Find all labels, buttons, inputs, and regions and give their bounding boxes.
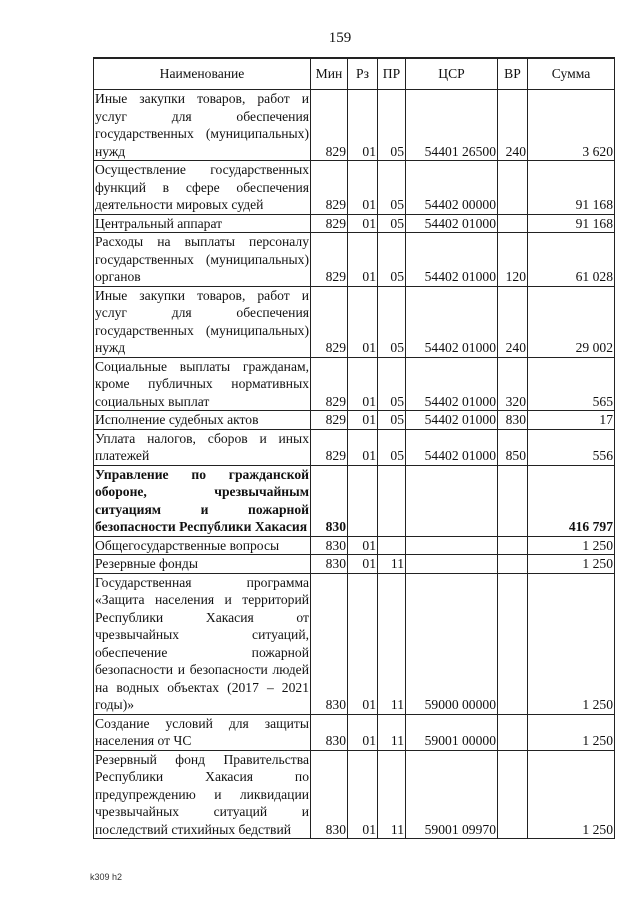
- row-min: 830: [311, 555, 348, 574]
- row-sum: 1 250: [528, 573, 615, 714]
- row-sum: 556: [528, 429, 615, 465]
- row-min: 830: [311, 714, 348, 750]
- row-min: 829: [311, 90, 348, 161]
- row-name: Управление по гражданской обороне, чрезвычайным ситуациям и пожарной безопасности Республики Хакасия: [95, 466, 309, 534]
- table-row: [94, 357, 615, 411]
- row-name: Социальные выплаты гражданам, кроме публичных нормативных социальных выплат: [95, 358, 309, 409]
- row-pr: 05: [378, 161, 406, 215]
- row-csr: 54402 01000: [406, 214, 498, 233]
- row-rz: 01: [348, 555, 378, 574]
- row-name: Уплата налогов, сборов и иных платежей: [95, 430, 309, 463]
- table-row: [94, 536, 615, 555]
- row-rz: 01: [348, 536, 378, 555]
- table-row: [94, 233, 615, 287]
- header-pr: ПР: [378, 58, 406, 90]
- row-vr: 120: [498, 233, 528, 287]
- row-csr: 59001 09970: [406, 750, 498, 839]
- header-sum: Сумма: [528, 58, 615, 90]
- row-min: 829: [311, 411, 348, 430]
- row-min: 830: [311, 536, 348, 555]
- row-name: Осуществление государственных функций в сфере обеспечения деятельности мировых судей: [95, 162, 309, 212]
- table-row: [94, 161, 615, 215]
- row-sum: 416 797: [528, 465, 615, 536]
- table-row: [94, 465, 615, 536]
- row-min: 830: [311, 465, 348, 536]
- table-header: [94, 58, 615, 90]
- row-name: Расходы на выплаты персоналу государственных (муниципальных) органов: [95, 234, 309, 284]
- row-name: Центральный аппарат: [94, 214, 311, 233]
- row-min: 829: [311, 214, 348, 233]
- row-sum: 29 002: [528, 286, 615, 357]
- row-csr: 54402 00000: [406, 161, 498, 215]
- row-sum: 1 250: [528, 714, 615, 750]
- row-vr: 850: [498, 429, 528, 465]
- row-sum: 17: [528, 411, 615, 430]
- row-rz: 01: [348, 214, 378, 233]
- row-name: Иные закупки товаров, работ и услуг для обеспечения государственных (муниципальных) нужд: [95, 91, 309, 159]
- row-vr: [498, 573, 528, 714]
- row-rz: 01: [348, 411, 378, 430]
- table-row: [94, 555, 615, 574]
- row-sum: 1 250: [528, 555, 615, 574]
- row-rz: 01: [348, 357, 378, 411]
- row-pr: 11: [378, 555, 406, 574]
- header-name: Наименование: [94, 58, 311, 90]
- table-body: [94, 90, 615, 839]
- row-rz: 01: [348, 750, 378, 839]
- row-name: Резервный фонд Правительства Республики Хакасия по предупреждению и ликвидации чрезвычайных ситуаций и последствий стихийных бедствий: [95, 751, 309, 837]
- row-csr: 54402 01000: [406, 357, 498, 411]
- row-min: 829: [311, 429, 348, 465]
- row-csr: 54402 01000: [406, 286, 498, 357]
- table-row: [94, 429, 615, 465]
- table-row: [94, 573, 615, 714]
- row-csr: 59001 00000: [406, 714, 498, 750]
- row-vr: [498, 536, 528, 555]
- footer-code: k309 h2: [90, 872, 123, 882]
- table-row: [94, 214, 615, 233]
- row-csr: 54402 01000: [406, 429, 498, 465]
- row-vr: [498, 714, 528, 750]
- row-pr: 05: [378, 429, 406, 465]
- table-row: [94, 750, 615, 839]
- row-sum: 91 168: [528, 214, 615, 233]
- row-csr: 54401 26500: [406, 90, 498, 161]
- header-csr: ЦСР: [406, 58, 498, 90]
- row-vr: [498, 555, 528, 574]
- row-name: Резервные фонды: [94, 555, 311, 574]
- row-csr: [406, 555, 498, 574]
- row-vr: 830: [498, 411, 528, 430]
- row-vr: 240: [498, 286, 528, 357]
- row-rz: 01: [348, 233, 378, 287]
- row-pr: 11: [378, 714, 406, 750]
- row-name: Государственная программа «Защита населения и территорий Республики Хакасия от чрезвычайных ситуаций, обеспечение пожарной безопасности и безопасности людей на водных объектах (2017 – 2021 годы)»: [95, 574, 309, 712]
- row-csr: 54402 01000: [406, 233, 498, 287]
- row-min: 830: [311, 750, 348, 839]
- row-pr: 05: [378, 214, 406, 233]
- row-name: Исполнение судебных актов: [94, 411, 311, 430]
- row-rz: 01: [348, 90, 378, 161]
- row-pr: [378, 536, 406, 555]
- row-pr: [378, 465, 406, 536]
- row-min: 829: [311, 286, 348, 357]
- row-csr: 54402 01000: [406, 411, 498, 430]
- row-name: Общегосударственные вопросы: [94, 536, 311, 555]
- row-csr: [406, 536, 498, 555]
- row-pr: 11: [378, 750, 406, 839]
- row-rz: 01: [348, 429, 378, 465]
- row-vr: [498, 750, 528, 839]
- row-pr: 05: [378, 357, 406, 411]
- row-vr: 320: [498, 357, 528, 411]
- row-rz: 01: [348, 573, 378, 714]
- page-number: 159: [328, 30, 352, 46]
- row-min: 830: [311, 573, 348, 714]
- row-rz: [348, 465, 378, 536]
- row-csr: [406, 465, 498, 536]
- row-pr: 05: [378, 411, 406, 430]
- header-min: Мин: [311, 58, 348, 90]
- header-rz: Рз: [348, 58, 378, 90]
- row-min: 829: [311, 233, 348, 287]
- header-vr: ВР: [498, 58, 528, 90]
- table-row: [94, 90, 615, 161]
- row-pr: 11: [378, 573, 406, 714]
- row-name: Создание условий для защиты населения от ЧС: [95, 715, 309, 748]
- row-rz: 01: [348, 286, 378, 357]
- row-rz: 01: [348, 161, 378, 215]
- row-pr: 05: [378, 233, 406, 287]
- row-vr: [498, 465, 528, 536]
- table-row: [94, 411, 615, 430]
- table-row: [94, 714, 615, 750]
- row-sum: 61 028: [528, 233, 615, 287]
- row-vr: 240: [498, 90, 528, 161]
- row-vr: [498, 161, 528, 215]
- row-vr: [498, 214, 528, 233]
- row-name: Иные закупки товаров, работ и услуг для обеспечения государственных (муниципальных) нужд: [95, 287, 309, 355]
- row-csr: 59000 00000: [406, 573, 498, 714]
- row-sum: 3 620: [528, 90, 615, 161]
- row-pr: 05: [378, 286, 406, 357]
- row-pr: 05: [378, 90, 406, 161]
- budget-table: [93, 57, 615, 839]
- row-sum: 1 250: [528, 536, 615, 555]
- row-min: 829: [311, 161, 348, 215]
- row-min: 829: [311, 357, 348, 411]
- row-sum: 1 250: [528, 750, 615, 839]
- row-sum: 565: [528, 357, 615, 411]
- row-rz: 01: [348, 714, 378, 750]
- row-sum: 91 168: [528, 161, 615, 215]
- table-row: [94, 286, 615, 357]
